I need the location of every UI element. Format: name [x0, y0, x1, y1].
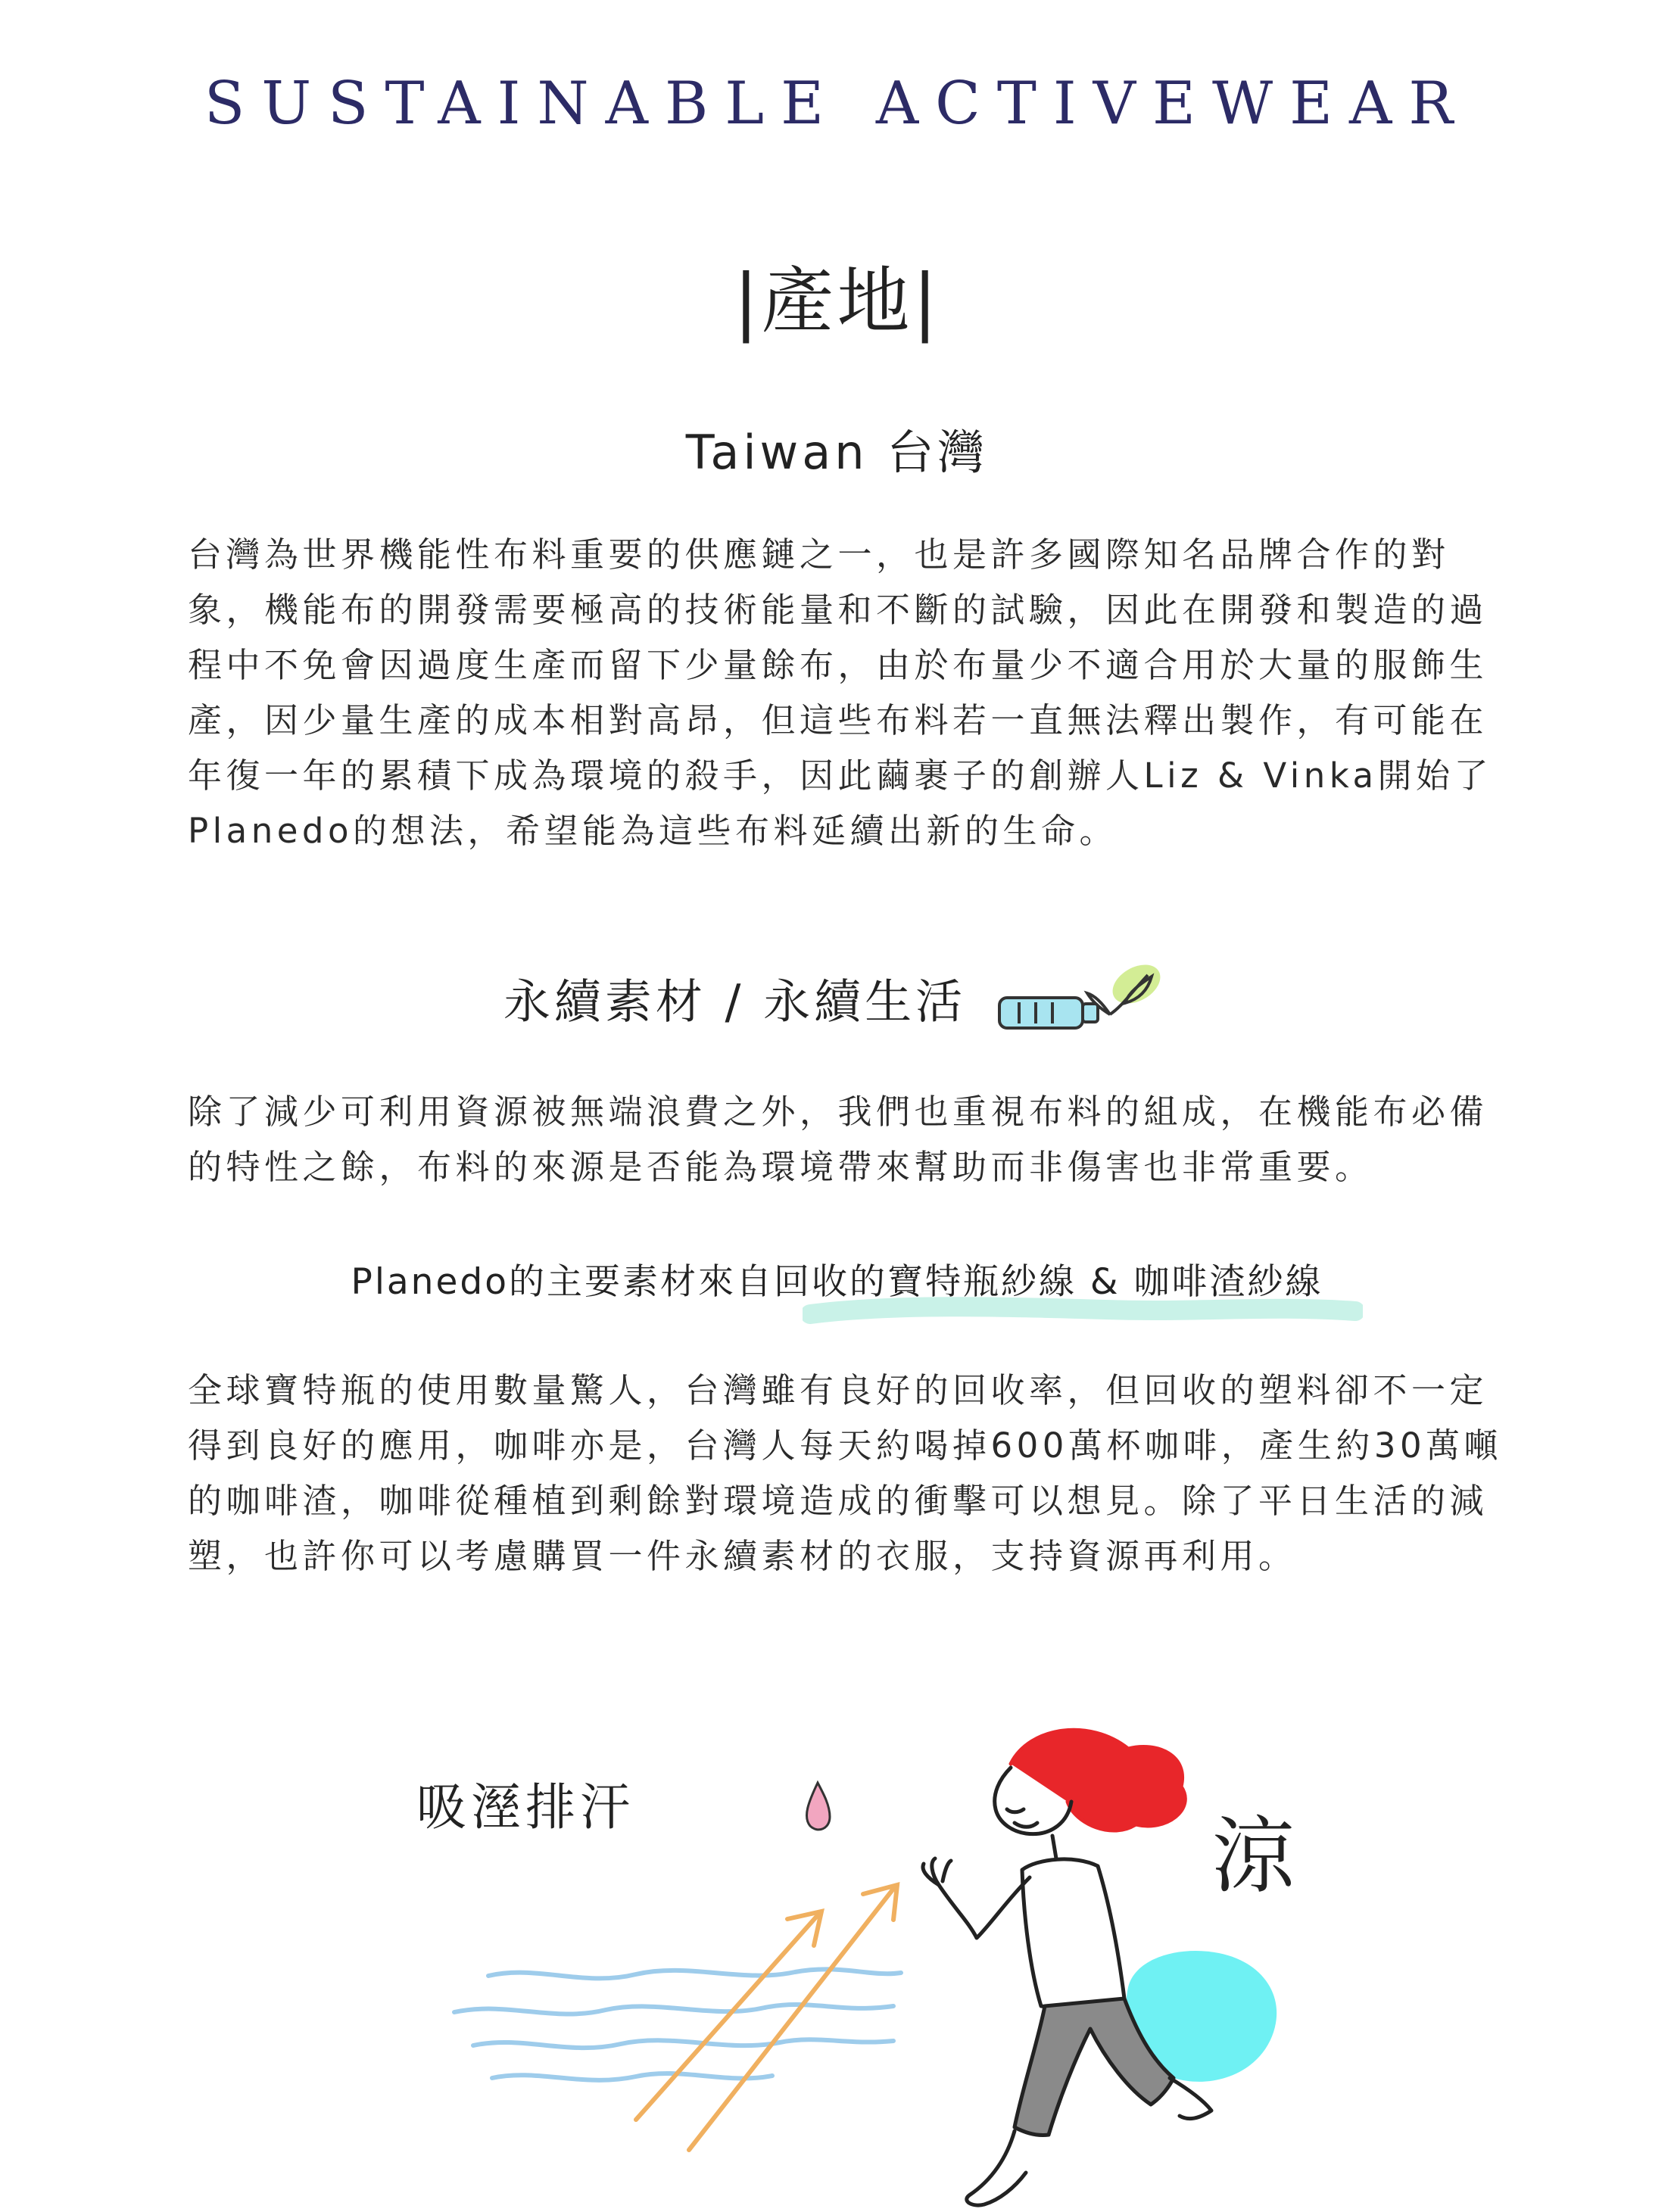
intro-paragraph: 台灣為世界機能性布料重要的供應鏈之一，也是許多國際知名品牌合作的對象，機能布的開發需要極高的技術能量和不斷的試驗，因此在開發和製造的過程中不免會因過度生產而留下少量餘布，由於布量少不適合用於大量的服飾生產，因少量生產的成本相對高昂，但這些布料若一直無法釋出製作，有可能在年復一年的累積下成為環境的殺手，因此繭裹子的創辦人Liz & Vinka開始了Planedo的想法，希望能為這些布料延續出新的生命。	[188, 534, 1493, 851]
water-drop-icon	[806, 1783, 830, 1830]
bottle-sprout-icon	[996, 961, 1171, 1048]
sustainability-subheading	[0, 961, 1674, 1048]
absorb-sweat-label: 吸溼排汗	[416, 1778, 634, 1837]
running-woman-illustration	[409, 1696, 1393, 2212]
upward-arrows	[636, 1885, 897, 2150]
cool-label: 涼	[1211, 1808, 1295, 1905]
origin-title: Taiwan 台灣	[685, 425, 989, 480]
materials-highlight: Planedo的主要素材來自回收的寶特瓶紗線 & 咖啡渣紗線	[351, 1261, 1323, 1303]
subheading-text: 永續素材 / 永續生活	[503, 974, 967, 1030]
brand-heading: SUSTAINABLE ACTIVEWEAR	[204, 70, 1470, 138]
recycling-paragraph: 全球寶特瓶的使用數量驚人，台灣雖有良好的回收率，但回收的塑料卻不一定得到良好的應用，咖啡亦是，台灣人每天約喝掉600萬杯咖啡，產生約30萬噸的咖啡渣，咖啡從種植到剩餘對環境造成的衝擊可以想見。除了平日生活的減塑，也許你可以考慮購買一件永續素材的衣服，支持資源再利用。	[188, 1370, 1503, 1576]
materials-paragraph: 除了減少可利用資源被無端浪費之外，我們也重視布料的組成，在機能布必備的特性之餘，布料的來源是否能為環境帶來幫助而非傷害也非常重要。	[188, 1092, 1489, 1187]
section-title: |產地|	[734, 259, 940, 344]
water-waves	[454, 1969, 901, 2080]
